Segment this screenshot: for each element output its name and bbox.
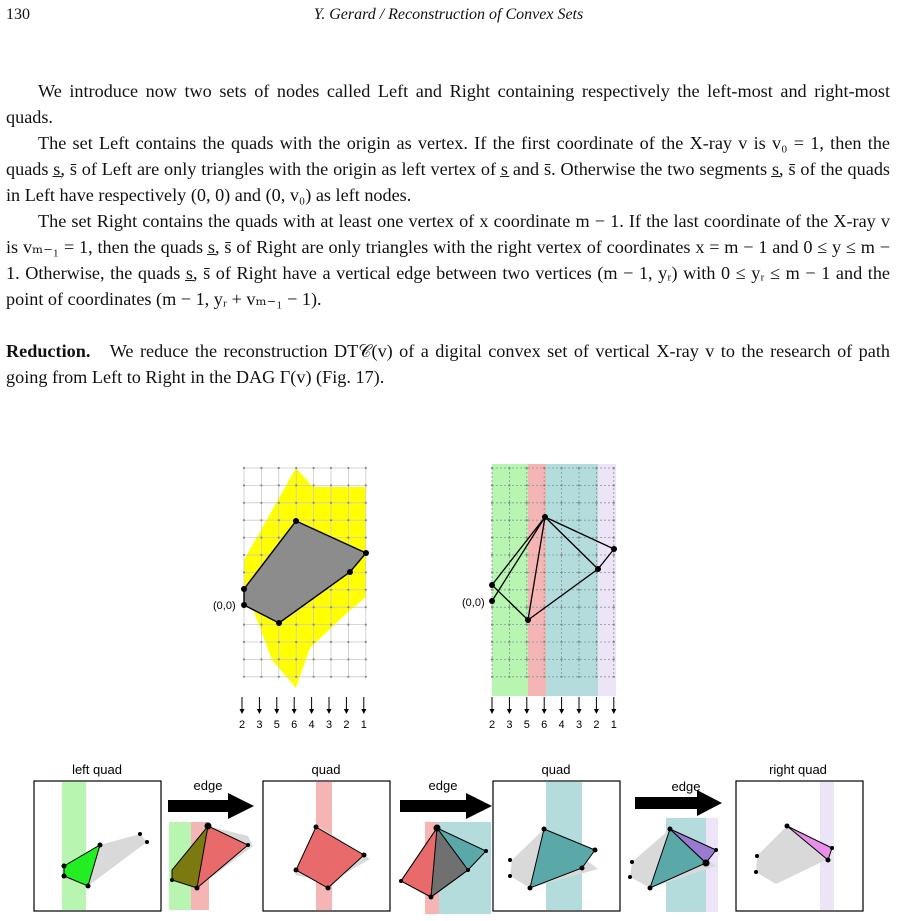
xray-arrow-head (524, 709, 529, 714)
origin-label-right: (0,0) (462, 597, 485, 609)
panel-label-7: right quad (769, 762, 827, 777)
xray-value-label: 5 (523, 719, 530, 731)
xray-value-label: 2 (238, 719, 246, 731)
xray-value-label: 2 (343, 719, 350, 731)
xray-arrow-head (361, 709, 366, 714)
xray-value-label: 4 (558, 719, 565, 731)
xray-arrow-head (577, 709, 582, 714)
xray-arrow-head (274, 709, 279, 714)
xray-arrow-head (490, 709, 495, 714)
panel-label-2: edge (193, 778, 223, 793)
xray-arrow-head (611, 709, 616, 714)
xray-value-label: 2 (488, 719, 496, 731)
origin-label-left: (0,0) (213, 600, 236, 612)
reduction-heading: Reduction. (6, 341, 91, 361)
paragraph-3: The set Right contains the quads with at least one vertex of x coordinate m − 1. If the last coordinate of the X-ray v is vₘ₋₁ = 1, then the quads s̲, s̄ of Right are only triangles with the right vertex of coordinates x = m − 1 and 0 ≤ y ≤ m − 1. Otherwise, the quads s̲, s̄ of Right have a vertical edge between two vertices (m − 1, yᵣ) with 0 ≤ yᵣ ≤ m − 1 and the point of coordinates (m − 1, yᵣ + vₘ₋₁ − 1). (6, 211, 890, 309)
panel-label-5: quad (541, 762, 571, 777)
xray-value-label: 3 (256, 719, 263, 731)
paragraph-1: We introduce now two sets of nodes called Left and Right containing respectively the left-most and right-most quads. (6, 81, 890, 127)
page-number: 130 (6, 6, 30, 23)
xray-arrow-head (559, 709, 564, 714)
xray-arrow-head (327, 709, 332, 714)
panel-label-1: left quad (72, 762, 122, 777)
panel-label-6: edge (671, 779, 701, 794)
xray-arrow-head (292, 709, 297, 714)
xray-value-label: 1 (610, 719, 617, 731)
running-title: Y. Gerard / Reconstruction of Convex Sets (313, 6, 584, 23)
xray-arrow-head (594, 709, 599, 714)
xray-arrow-head (542, 709, 547, 714)
xray-value-label: 2 (593, 719, 600, 731)
xray-value-label: 1 (360, 719, 367, 731)
panel-label-3: quad (311, 762, 341, 777)
xray-value-label: 3 (506, 719, 513, 731)
xray-value-label: 3 (325, 719, 333, 731)
xray-arrow-head (344, 709, 349, 714)
right-diagram (462, 464, 617, 731)
bottom-panels (34, 762, 863, 914)
xray-value-label: 6 (541, 719, 548, 731)
left-diagram (213, 467, 369, 731)
xray-value-label: 6 (291, 719, 298, 731)
xray-arrow-head (240, 709, 245, 714)
xray-value-label: 4 (308, 719, 315, 731)
panel-label-4: edge (428, 778, 458, 793)
xray-arrow-head (507, 709, 512, 714)
xray-arrow-head (309, 709, 314, 714)
xray-value-label: 5 (273, 719, 280, 731)
xray-value-label: 3 (575, 719, 583, 731)
paragraph-2: The set Left contains the quads with the origin as vertex. If the first coordinate of the X-ray v is v₀ = 1, then the quads s̲, s̄ of Left are only triangles with the origin as left vertex of s̲ and s̄. Otherwise the two segments s̲, s̄ of the quads in Left have respectively (0, 0) and (0, v₀) as left nodes. (6, 133, 890, 205)
xray-arrow-head (257, 709, 262, 714)
paragraph-4-text: We reduce the reconstruction DT𝒞(v) of a digital convex set of vertical X-ray v to the research of path going from Left to Right in the DAG Γ(v) (Fig. 17). (6, 341, 890, 387)
